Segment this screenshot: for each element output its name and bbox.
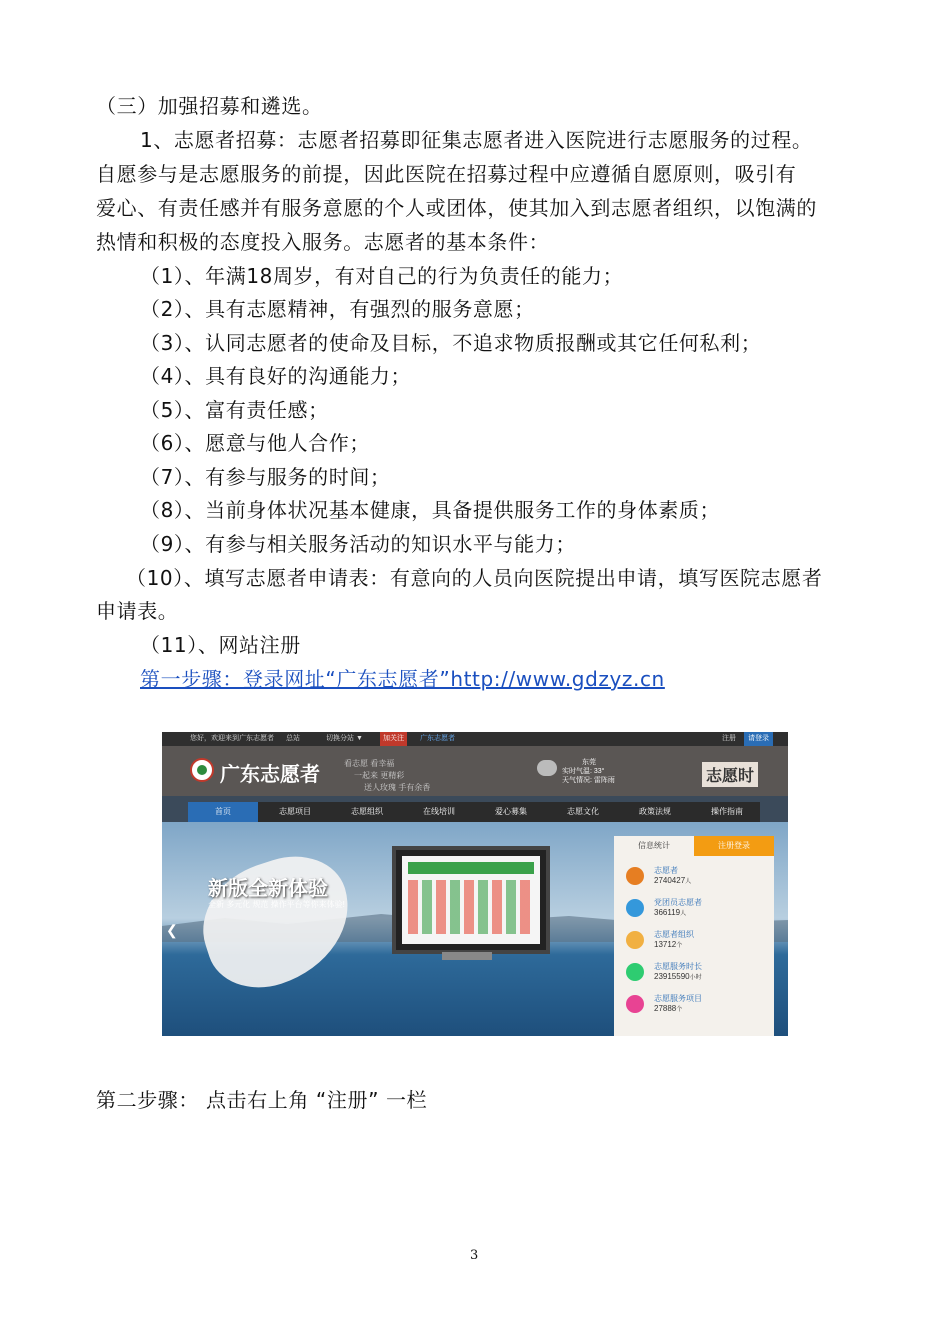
stat-number: 2740427 <box>654 876 686 885</box>
tab-register-login[interactable]: 注册登录 <box>694 836 774 856</box>
weather-desc: 天气情况: 雷阵雨 <box>562 777 615 784</box>
brand-logo[interactable]: 志愿时 <box>702 762 758 787</box>
slogan-line: 看志愿 看幸福 <box>344 759 395 768</box>
slogan-line: 一起来 更精彩 <box>354 771 405 780</box>
site-topbar <box>162 732 788 746</box>
stat-label[interactable]: 志愿者组织 <box>654 930 694 939</box>
login-button[interactable]: 请登录 <box>744 732 773 746</box>
follow-button[interactable]: 加关注 <box>380 732 407 746</box>
stat-value <box>654 940 682 949</box>
step2-text: 第二步骤： 点击右上角 “注册” 一栏 <box>96 1088 428 1112</box>
banner-title: 新版全新体验 <box>208 878 328 900</box>
paragraph-line: 申请表。 <box>96 599 179 623</box>
nav-item-fundraising[interactable]: 爱心募集 <box>495 807 527 816</box>
monitor-stand <box>442 952 492 960</box>
site-logo[interactable]: 广东志愿者 <box>220 764 320 786</box>
person-icon <box>626 867 644 885</box>
list-item: （11）、网站注册 <box>140 633 301 657</box>
stat-party-volunteers <box>626 896 766 924</box>
stat-number: 13712 <box>654 940 677 949</box>
tab-info[interactable]: 信息统计 <box>614 836 694 856</box>
clock-icon <box>626 963 644 981</box>
heart-icon <box>626 995 644 1013</box>
stat-number: 23915590 <box>654 972 690 981</box>
stat-label[interactable]: 志愿服务时长 <box>654 962 702 971</box>
banner-subtitle: 全新 多元化 规范 操作平台等你来体验! <box>208 900 345 909</box>
stat-unit: 个 <box>676 1007 683 1013</box>
list-item: （1）、年满18周岁，有对自己的行为负责任的能力； <box>140 264 624 288</box>
seagull-image <box>187 842 367 1002</box>
stat-label[interactable]: 志愿服务项目 <box>654 994 702 1003</box>
paragraph-line: 自愿参与是志愿服务的前提，因此医院在招募过程中应遵循自愿原则，吸引有 <box>96 162 797 186</box>
group-icon <box>626 931 644 949</box>
stat-number: 366119 <box>654 908 681 917</box>
nav-item-policy[interactable]: 政策法规 <box>639 807 671 816</box>
list-item: （2）、具有志愿精神，有强烈的服务意愿； <box>140 297 535 321</box>
stat-label[interactable]: 党团员志愿者 <box>654 898 702 907</box>
nav-item-home[interactable]: 首页 <box>188 802 258 822</box>
greeting-text: 您好，欢迎来到广东志愿者 <box>190 735 274 742</box>
section-heading: （三）加强招募和遴选。 <box>96 94 323 118</box>
weather-storm-icon <box>537 760 557 776</box>
list-item: （5）、富有责任感； <box>140 398 329 422</box>
stat-organizations <box>626 928 766 956</box>
nav-item-organizations[interactable]: 志愿组织 <box>351 807 383 816</box>
stat-value <box>654 908 686 917</box>
stat-number: 27888 <box>654 1004 677 1013</box>
stat-volunteers <box>626 864 766 892</box>
stat-unit: 人 <box>680 911 687 917</box>
list-item: （10）、填写志愿者申请表：有意向的人员向医院提出申请，填写医院志愿者 <box>126 566 823 590</box>
website-screenshot <box>162 732 788 1036</box>
logo-emblem-icon <box>190 758 214 782</box>
stat-service-hours <box>626 960 766 988</box>
home-link[interactable]: 总站 <box>286 735 300 742</box>
site-header <box>162 746 788 796</box>
paragraph-line: 爱心、有责任感并有服务意愿的个人或团体，使其加入到志愿者组织，以饱满的 <box>96 196 817 220</box>
follow-name[interactable]: 广东志愿者 <box>420 735 455 742</box>
monitor-graphic <box>392 846 550 954</box>
list-item: （4）、具有良好的沟通能力； <box>140 364 412 388</box>
stats-panel <box>614 836 774 1036</box>
nav-item-training[interactable]: 在线培训 <box>423 807 455 816</box>
star-icon <box>626 899 644 917</box>
list-item: （9）、有参与相关服务活动的知识水平与能力； <box>140 532 576 556</box>
site-nav <box>188 802 760 822</box>
page-number: 3 <box>470 1248 479 1263</box>
weather-city: 东莞 <box>582 759 596 766</box>
stat-label[interactable]: 志愿者 <box>654 866 678 875</box>
stat-unit: 小时 <box>689 975 702 981</box>
nav-item-guide[interactable]: 操作指南 <box>711 807 743 816</box>
list-item: （7）、有参与服务的时间； <box>140 465 391 489</box>
list-item: （3）、认同志愿者的使命及目标，不追求物质报酬或其它任何私利； <box>140 331 762 355</box>
list-item: （8）、当前身体状况基本健康，具备提供服务工作的身体素质； <box>140 498 721 522</box>
paragraph-line: 热情和积极的态度投入服务。志愿者的基本条件： <box>96 230 550 254</box>
stat-value <box>654 1004 682 1013</box>
register-link[interactable]: 注册 <box>722 735 736 742</box>
nav-item-culture[interactable]: 志愿文化 <box>567 807 599 816</box>
panel-tabs <box>614 836 774 856</box>
stat-service-projects <box>626 992 766 1020</box>
step1-link[interactable]: 第一步骤：登录网址“广东志愿者”http://www.gdzyz.cn <box>140 667 665 691</box>
switch-site-dropdown[interactable]: 切换分站 ▼ <box>326 735 363 742</box>
stat-unit: 人 <box>685 879 692 885</box>
paragraph-line: 1、志愿者招募：志愿者招募即征集志愿者进入医院进行志愿服务的过程。 <box>140 128 813 152</box>
weather-temp: 实时气温: 33° <box>562 768 605 775</box>
stat-unit: 个 <box>676 943 683 949</box>
slogan-line: 送人玫瑰 手有余香 <box>364 783 431 792</box>
weather-info <box>562 758 615 785</box>
list-item: （6）、愿意与他人合作； <box>140 431 370 455</box>
stat-value <box>654 972 702 981</box>
chevron-left-icon[interactable]: ❮ <box>166 922 178 938</box>
stat-value <box>654 876 691 885</box>
monitor-screen <box>402 856 540 944</box>
nav-item-projects[interactable]: 志愿项目 <box>279 807 311 816</box>
slogan <box>344 758 430 794</box>
